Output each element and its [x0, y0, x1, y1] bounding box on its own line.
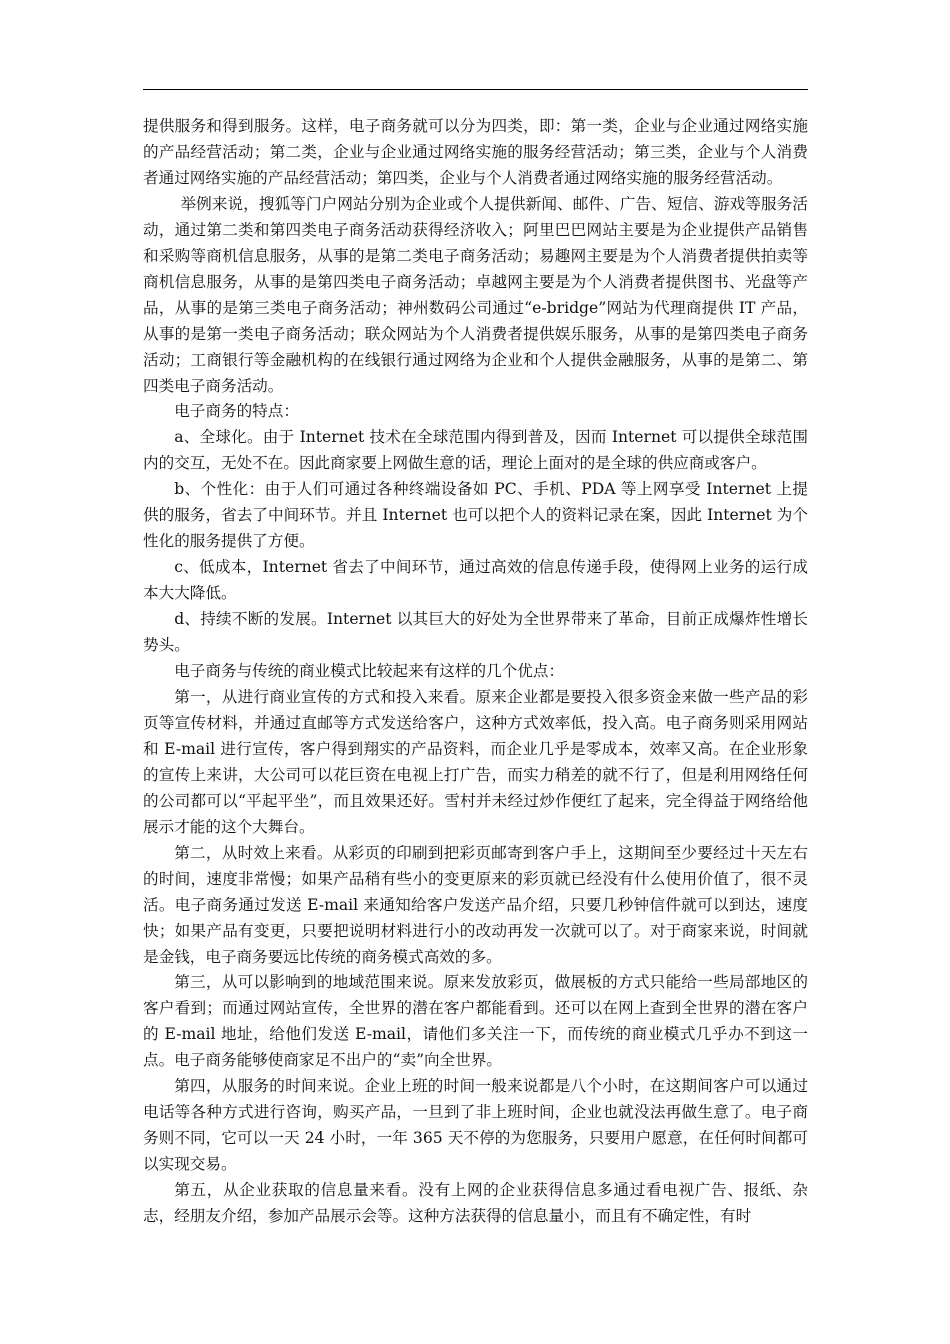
paragraph-advantage-3: 第三，从可以影响到的地域范围来说。原来发放彩页，做展板的方式只能给一些局部地区的客户看到；而通过网站宣传，全世界的潜在客户都能看到。还可以在网上查到全世界的潜在客户的 E-mail 地址，给他们发送 E-mail，请他们多关注一下，而传统的商业模式几乎办不到这一点。电子商务能够使商家足不出户的“卖”向全世界。 [143, 973, 808, 1070]
paragraph-feature-b: b、个性化：由于人们可通过各种终端设备如 PC、手机、PDA 等上网享受 Internet 上提供的服务，省去了中间环节。并且 Internet 也可以把个人的资料记录在案，因此 Internet 为个性化的服务提供了方便。 [143, 480, 808, 551]
paragraph-feature-c: c、低成本，Internet 省去了中间环节，通过高效的信息传递手段，使得网上业务的运行成本大大降低。 [143, 558, 808, 603]
paragraph-features-heading: 电子商务的特点： [174, 402, 299, 421]
header-rule [143, 89, 808, 90]
paragraph-advantage-5: 第五，从企业获取的信息量来看。没有上网的企业获得信息多通过看电视广告、报纸、杂志，经朋友介绍，参加产品展示会等。这种方法获得的信息量小，而且有不确定性，有时 [143, 1181, 808, 1226]
paragraph-categories: 提供服务和得到服务。这样，电子商务就可以分为四类，即：第一类，企业与企业通过网络实施的产品经营活动；第二类，企业与企业通过网络实施的服务经营活动；第三类，企业与个人消费者通过网络实施的产品经营活动；第四类，企业与个人消费者通过网络实施的服务经营活动。 [143, 117, 808, 187]
paragraph-advantage-4: 第四，从服务的时间来说。企业上班的时间一般来说都是八个小时，在这期间客户可以通过电话等各种方式进行咨询，购买产品，一旦到了非上班时间，企业也就没法再做生意了。电子商务则不同，它可以一天 24 小时，一年 365 天不停的为您服务，只要用户愿意，在任何时间都可以实现交易。 [143, 1077, 808, 1174]
paragraph-advantages-heading: 电子商务与传统的商业模式比较起来有这样的几个优点： [174, 662, 565, 681]
paragraph-feature-a: a、全球化。由于 Internet 技术在全球范围内得到普及，因而 Internet 可以提供全球范围内的交互，无处不在。因此商家要上网做生意的话，理论上面对的是全球的供应商或客户。 [143, 428, 808, 473]
paragraph-advantage-1: 第一，从进行商业宣传的方式和投入来看。原来企业都是要投入很多资金来做一些产品的彩页等宣传材料，并通过直邮等方式发送给客户，这种方式效率低，投入高。电子商务则采用网站和 E-mail 进行宣传，客户得到翔实的产品资料，而企业几乎是零成本，效率又高。在企业形象的宣传上来讲，大公司可以花巨资在电视上打广告，而实力稍差的就不行了，但是利用网络任何的公司都可以“平起平坐”，而且效果还好。雪村并未经过炒作便红了起来，完全得益于网络给他展示才能的这个大舞台。 [143, 687, 808, 836]
paragraph-feature-d: d、持续不断的发展。Internet 以其巨大的好处为全世界带来了革命，目前正成爆炸性增长势头。 [143, 610, 808, 655]
paragraph-examples: 举例来说，搜狐等门户网站分别为企业或个人提供新闻、邮件、广告、短信、游戏等服务活动，通过第二类和第四类电子商务活动获得经济收入；阿里巴巴网站主要是为企业提供产品销售和采购等商机信息服务，从事的是第二类电子商务活动；易趣网主要是为个人消费者提供拍卖等商机信息服务，从事的是第四类电子商务活动；卓越网主要是为个人消费者提供图书、光盘等产品，从事的是第三类电子商务活动；神州数码公司通过“e-bridge”网站为代理商提供 IT 产品，从事的是第一类电子商务活动；联众网站为个人消费者提供娱乐服务，从事的是第四类电子商务活动；工商银行等金融机构的在线银行通过网络为企业和个人提供金融服务，从事的是第二、第四类电子商务活动。 [143, 194, 808, 395]
paragraph-advantage-2: 第二，从时效上来看。从彩页的印刷到把彩页邮寄到客户手上，这期间至少要经过十天左右的时间，速度非常慢；如果产品稍有些小的变更原来的彩页就已经没有什么使用价值了，很不灵活。电子商务通过发送 E-mail 来通知给客户发送产品介绍，只要几秒钟信件就可以到达，速度快；如果产品有变更，只要把说明材料进行小的改动再发一次就可以了。对于商家来说，时间就是金钱，电子商务要远比传统的商务模式高效的多。 [143, 843, 808, 966]
document-body [143, 114, 808, 1230]
